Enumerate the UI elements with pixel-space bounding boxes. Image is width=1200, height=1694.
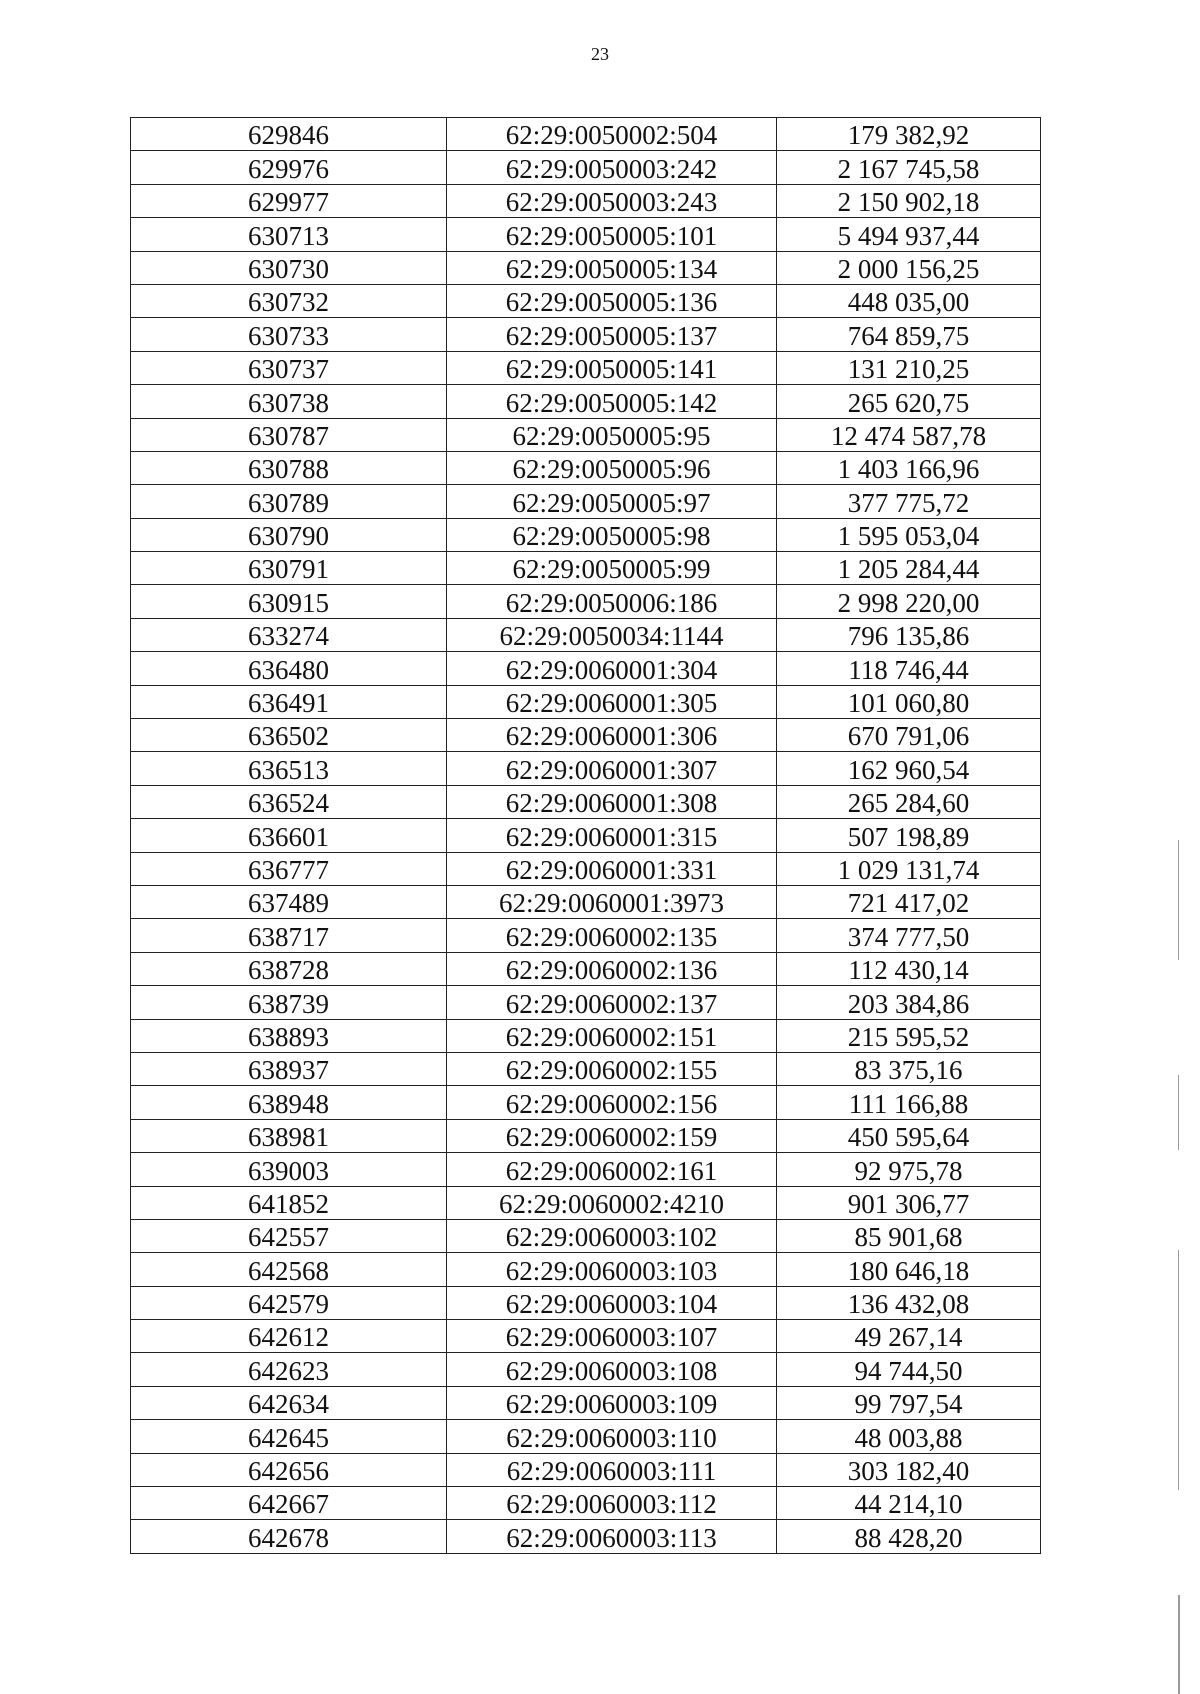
table-row — [131, 351, 1041, 384]
cadastral-number-cell: 62:29:0060001:315 — [447, 819, 777, 852]
object-id-cell: 636480 — [131, 652, 447, 685]
object-id-cell: 630732 — [131, 284, 447, 317]
object-id-cell: 638717 — [131, 919, 447, 952]
object-id-cell: 630730 — [131, 251, 447, 284]
object-id-cell: 638893 — [131, 1019, 447, 1052]
cadastral-value-cell: 111 166,88 — [777, 1086, 1041, 1119]
table-row — [131, 218, 1041, 251]
table-row — [131, 585, 1041, 618]
cadastral-value-cell: 2 998 220,00 — [777, 585, 1041, 618]
cadastral-number-cell: 62:29:0060003:110 — [447, 1420, 777, 1453]
cadastral-number-cell: 62:29:0050005:96 — [447, 451, 777, 484]
cadastral-value-cell: 764 859,75 — [777, 318, 1041, 351]
cadastral-number-cell: 62:29:0050005:134 — [447, 251, 777, 284]
cadastral-number-cell: 62:29:0060001:306 — [447, 719, 777, 752]
table-row — [131, 885, 1041, 918]
cadastral-number-cell: 62:29:0060002:159 — [447, 1119, 777, 1152]
cadastral-number-cell: 62:29:0060001:331 — [447, 852, 777, 885]
table-row — [131, 1420, 1041, 1453]
cadastral-number-cell: 62:29:0050003:242 — [447, 151, 777, 184]
table-row — [131, 652, 1041, 685]
cadastral-number-cell: 62:29:0050005:136 — [447, 284, 777, 317]
cadastral-value-cell: 94 744,50 — [777, 1353, 1041, 1386]
table-row — [131, 385, 1041, 418]
cadastral-value-cell: 88 428,20 — [777, 1520, 1041, 1553]
table-row — [131, 118, 1041, 151]
cadastral-number-cell: 62:29:0060001:3973 — [447, 885, 777, 918]
object-id-cell: 642645 — [131, 1420, 447, 1453]
cadastral-number-cell: 62:29:0050034:1144 — [447, 618, 777, 651]
object-id-cell: 630790 — [131, 518, 447, 551]
cadastral-number-cell: 62:29:0050005:101 — [447, 218, 777, 251]
object-id-cell: 641852 — [131, 1186, 447, 1219]
cadastral-value-cell: 215 595,52 — [777, 1019, 1041, 1052]
cadastral-value-cell: 179 382,92 — [777, 118, 1041, 151]
table-row — [131, 1019, 1041, 1052]
cadastral-number-cell: 62:29:0060001:307 — [447, 752, 777, 785]
cadastral-value-cell: 2 167 745,58 — [777, 151, 1041, 184]
cadastral-value-cell: 374 777,50 — [777, 919, 1041, 952]
cadastral-value-table — [130, 117, 1041, 1554]
cadastral-value-cell: 118 746,44 — [777, 652, 1041, 685]
scan-artifact-line — [1178, 840, 1179, 960]
cadastral-value-cell: 507 198,89 — [777, 819, 1041, 852]
table-row — [131, 1052, 1041, 1085]
object-id-cell: 636502 — [131, 719, 447, 752]
cadastral-number-cell: 62:29:0060003:108 — [447, 1353, 777, 1386]
cadastral-value-cell: 1 029 131,74 — [777, 852, 1041, 885]
cadastral-number-cell: 62:29:0060002:156 — [447, 1086, 777, 1119]
table-row — [131, 284, 1041, 317]
object-id-cell: 642678 — [131, 1520, 447, 1553]
object-id-cell: 636491 — [131, 685, 447, 718]
cadastral-value-cell: 162 960,54 — [777, 752, 1041, 785]
table-row — [131, 1219, 1041, 1252]
cadastral-value-cell: 112 430,14 — [777, 952, 1041, 985]
table-row — [131, 819, 1041, 852]
cadastral-value-cell: 796 135,86 — [777, 618, 1041, 651]
cadastral-value-cell: 2 150 902,18 — [777, 184, 1041, 217]
cadastral-value-cell: 49 267,14 — [777, 1320, 1041, 1353]
table-row — [131, 1353, 1041, 1386]
table-row — [131, 919, 1041, 952]
object-id-cell: 630791 — [131, 552, 447, 585]
object-id-cell: 638728 — [131, 952, 447, 985]
table-row — [131, 1286, 1041, 1319]
cadastral-number-cell: 62:29:0060003:102 — [447, 1219, 777, 1252]
table-row — [131, 1153, 1041, 1186]
table-row — [131, 752, 1041, 785]
object-id-cell: 642579 — [131, 1286, 447, 1319]
table-row — [131, 1386, 1041, 1419]
object-id-cell: 629977 — [131, 184, 447, 217]
cadastral-value-cell: 670 791,06 — [777, 719, 1041, 752]
table-row — [131, 1320, 1041, 1353]
table-row — [131, 852, 1041, 885]
cadastral-value-cell: 265 284,60 — [777, 785, 1041, 818]
object-id-cell: 636601 — [131, 819, 447, 852]
object-id-cell: 630713 — [131, 218, 447, 251]
page-number: 23 — [591, 44, 609, 64]
object-id-cell: 642634 — [131, 1386, 447, 1419]
cadastral-number-cell: 62:29:0060001:305 — [447, 685, 777, 718]
cadastral-value-cell: 448 035,00 — [777, 284, 1041, 317]
cadastral-number-cell: 62:29:0060003:113 — [447, 1520, 777, 1553]
cadastral-value-cell: 44 214,10 — [777, 1487, 1041, 1520]
scan-artifact-line — [1178, 1250, 1179, 1490]
table-row — [131, 485, 1041, 518]
table-row — [131, 1520, 1041, 1553]
object-id-cell: 636777 — [131, 852, 447, 885]
table-row — [131, 418, 1041, 451]
cadastral-number-cell: 62:29:0060003:103 — [447, 1253, 777, 1286]
table-row — [131, 719, 1041, 752]
cadastral-value-cell: 303 182,40 — [777, 1453, 1041, 1486]
table-row — [131, 618, 1041, 651]
cadastral-number-cell: 62:29:0060003:112 — [447, 1487, 777, 1520]
cadastral-value-cell: 92 975,78 — [777, 1153, 1041, 1186]
object-id-cell: 638948 — [131, 1086, 447, 1119]
object-id-cell: 642623 — [131, 1353, 447, 1386]
object-id-cell: 638981 — [131, 1119, 447, 1152]
scan-artifact-line — [1178, 1075, 1179, 1150]
cadastral-number-cell: 62:29:0060001:308 — [447, 785, 777, 818]
object-id-cell: 636513 — [131, 752, 447, 785]
scan-artifact-line — [1178, 1595, 1180, 1694]
object-id-cell: 630788 — [131, 451, 447, 484]
cadastral-number-cell: 62:29:0060001:304 — [447, 652, 777, 685]
table-row — [131, 785, 1041, 818]
object-id-cell: 642557 — [131, 1219, 447, 1252]
table-row — [131, 552, 1041, 585]
object-id-cell: 642656 — [131, 1453, 447, 1486]
table-row — [131, 451, 1041, 484]
cadastral-number-cell: 62:29:0050005:97 — [447, 485, 777, 518]
table-row — [131, 685, 1041, 718]
cadastral-number-cell: 62:29:0060002:4210 — [447, 1186, 777, 1219]
cadastral-number-cell: 62:29:0050002:504 — [447, 118, 777, 151]
table-row — [131, 251, 1041, 284]
cadastral-number-cell: 62:29:0060003:109 — [447, 1386, 777, 1419]
cadastral-value-cell: 99 797,54 — [777, 1386, 1041, 1419]
table-row — [131, 1086, 1041, 1119]
cadastral-number-cell: 62:29:0050005:142 — [447, 385, 777, 418]
cadastral-number-cell: 62:29:0050005:95 — [447, 418, 777, 451]
cadastral-number-cell: 62:29:0060002:151 — [447, 1019, 777, 1052]
table-row — [131, 318, 1041, 351]
cadastral-value-cell: 5 494 937,44 — [777, 218, 1041, 251]
cadastral-number-cell: 62:29:0050005:141 — [447, 351, 777, 384]
object-id-cell: 630738 — [131, 385, 447, 418]
table-row — [131, 1453, 1041, 1486]
object-id-cell: 636524 — [131, 785, 447, 818]
cadastral-value-cell: 180 646,18 — [777, 1253, 1041, 1286]
cadastral-value-cell: 1 595 053,04 — [777, 518, 1041, 551]
object-id-cell: 630733 — [131, 318, 447, 351]
cadastral-number-cell: 62:29:0060002:137 — [447, 986, 777, 1019]
object-id-cell: 630915 — [131, 585, 447, 618]
cadastral-value-cell: 901 306,77 — [777, 1186, 1041, 1219]
object-id-cell: 629846 — [131, 118, 447, 151]
cadastral-value-cell: 203 384,86 — [777, 986, 1041, 1019]
object-id-cell: 630737 — [131, 351, 447, 384]
cadastral-number-cell: 62:29:0060003:104 — [447, 1286, 777, 1319]
table-row — [131, 518, 1041, 551]
cadastral-value-cell: 377 775,72 — [777, 485, 1041, 518]
table-row — [131, 1119, 1041, 1152]
object-id-cell: 638937 — [131, 1052, 447, 1085]
cadastral-number-cell: 62:29:0060003:111 — [447, 1453, 777, 1486]
object-id-cell: 630787 — [131, 418, 447, 451]
cadastral-number-cell: 62:29:0060002:155 — [447, 1052, 777, 1085]
object-id-cell: 629976 — [131, 151, 447, 184]
cadastral-value-cell: 450 595,64 — [777, 1119, 1041, 1152]
cadastral-number-cell: 62:29:0060002:161 — [447, 1153, 777, 1186]
cadastral-number-cell: 62:29:0050003:243 — [447, 184, 777, 217]
table-row — [131, 1253, 1041, 1286]
object-id-cell: 639003 — [131, 1153, 447, 1186]
cadastral-value-cell: 85 901,68 — [777, 1219, 1041, 1252]
cadastral-value-cell: 101 060,80 — [777, 685, 1041, 718]
object-id-cell: 633274 — [131, 618, 447, 651]
cadastral-value-cell: 48 003,88 — [777, 1420, 1041, 1453]
cadastral-value-cell: 83 375,16 — [777, 1052, 1041, 1085]
object-id-cell: 642612 — [131, 1320, 447, 1353]
cadastral-value-cell: 12 474 587,78 — [777, 418, 1041, 451]
cadastral-number-cell: 62:29:0060003:107 — [447, 1320, 777, 1353]
object-id-cell: 630789 — [131, 485, 447, 518]
object-id-cell: 642568 — [131, 1253, 447, 1286]
object-id-cell: 637489 — [131, 885, 447, 918]
table-row — [131, 1186, 1041, 1219]
table-row — [131, 184, 1041, 217]
cadastral-number-cell: 62:29:0050006:186 — [447, 585, 777, 618]
cadastral-value-cell: 1 205 284,44 — [777, 552, 1041, 585]
cadastral-value-cell: 265 620,75 — [777, 385, 1041, 418]
cadastral-number-cell: 62:29:0050005:137 — [447, 318, 777, 351]
cadastral-number-cell: 62:29:0050005:98 — [447, 518, 777, 551]
cadastral-value-cell: 2 000 156,25 — [777, 251, 1041, 284]
cadastral-value-cell: 1 403 166,96 — [777, 451, 1041, 484]
object-id-cell: 642667 — [131, 1487, 447, 1520]
cadastral-value-cell: 136 432,08 — [777, 1286, 1041, 1319]
cadastral-value-cell: 721 417,02 — [777, 885, 1041, 918]
object-id-cell: 638739 — [131, 986, 447, 1019]
table-row — [131, 952, 1041, 985]
table-row — [131, 151, 1041, 184]
cadastral-number-cell: 62:29:0060002:136 — [447, 952, 777, 985]
cadastral-number-cell: 62:29:0060002:135 — [447, 919, 777, 952]
table-row — [131, 1487, 1041, 1520]
table-row — [131, 986, 1041, 1019]
cadastral-number-cell: 62:29:0050005:99 — [447, 552, 777, 585]
table-body — [131, 118, 1041, 1554]
cadastral-value-cell: 131 210,25 — [777, 351, 1041, 384]
